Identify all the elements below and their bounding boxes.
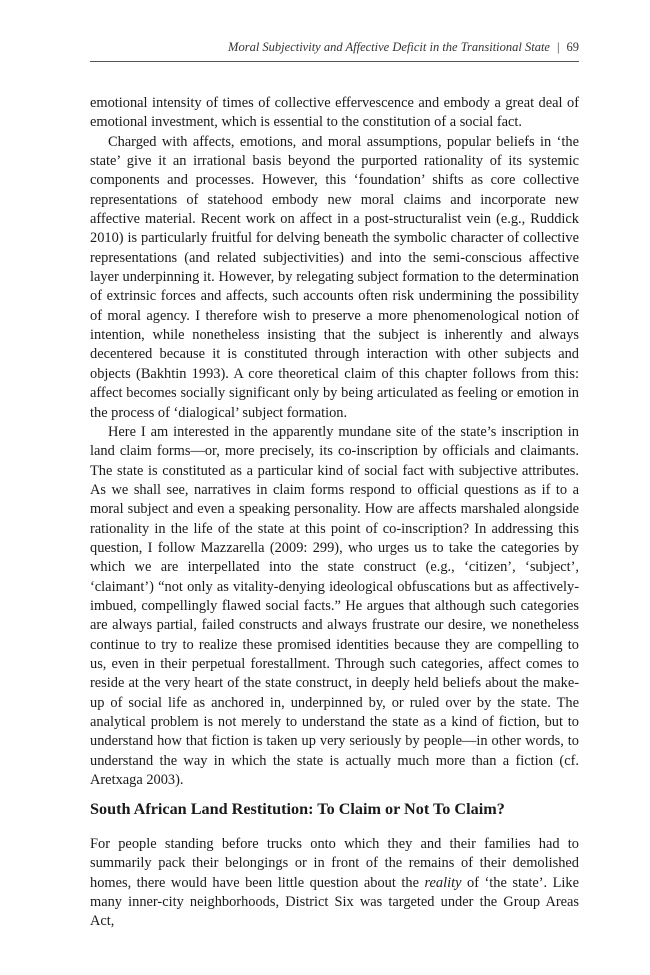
paragraph-continued: emotional intensity of times of collective effervescence and embody a great deal of emotional investment, which is essential to the constitution of a social fact. [90, 95, 579, 131]
section-text [90, 835, 579, 932]
section-text-before: For people standing before trucks onto which they and their families had to summarily pack their belongings or in front of the remains of their demolished homes, there would have been little question about the [90, 836, 579, 891]
header-rule [90, 61, 579, 62]
section-text-after: of ‘the state’. Like many inner-city neighborhoods, District Six was targeted under the Group Areas Act, [90, 874, 580, 930]
running-head [90, 40, 579, 55]
section-heading: South African Land Restitution: To Claim or Not To Claim? [90, 800, 505, 818]
paragraph: Here I am interested in the apparently mundane site of the state’s inscription in land claim forms—or, more precisely, its co-inscription by officials and claimants. The state is constituted as a particular kind of social fact with subjective attributes. As we shall see, narratives in claim forms respond to official questions as if to a moral subject and even a speaking personality. How are affects marshaled alongside rationality in the life of the state at this point of co-inscription? In addressing this question, I follow Mazzarella (2009: 299), who urges us to take the categories by which we are interpellated into the state construct (e.g., ‘citizen’, ‘subject’, ‘claimant’) “not only as vitality-denying ideological obfuscations but as affectively-imbued, compellingly flawed social facts.” He argues that although such categories are always partial, failed constructs and always frustrate our desire, we nonetheless continue to try to realize these promised identities because they are compelling to us, even in their perpetual forestallment. Through such categories, affect comes to reside at the very heart of the state construct, in deeply held beliefs about the make-up of social life as anchored in, underpinned by, or ruled over by the state. The analytical problem is not merely to understand the state as a kind of fiction, but to understand how that fiction is taken up very seriously by people—in other words, to understand the way in which the state is actually much more than a fiction (cf. Aretxaga 2003). [90, 423, 579, 789]
paragraph: Charged with affects, emotions, and moral assumptions, popular beliefs in ‘the state’ give it an irrational basis beyond the purported rationality of its systemic components and processes. However, this ‘foundation’ shifts as core collective representations of statehood embody new moral claims and incorporate new affective material. Recent work on affect in a post-structuralist vein (e.g., Ruddick 2010) is particularly fruitful for delving beneath the symbolic character of collective representations (and related subjectivities) and into the semi-conscious affective layer underpinning it. However, by relegating subject formation to the determination of extrinsic forces and affects, such accounts often risk undermining the possibility of moral agency. I therefore wish to preserve a more phenomenological notion of intention, while nonetheless insisting that the subject is inherently and always decentered because it is constituted through interaction with other subjects and objects (Bakhtin 1993). A core theoretical claim of this chapter follows from this: affect becomes socially significant only by being articulated as feeling or emotion in the process of ‘dialogical’ subject formation. [90, 133, 579, 421]
page-number: 69 [566, 40, 579, 54]
header-separator: | [556, 40, 560, 54]
section-paragraph [90, 835, 579, 932]
emphasis-reality: reality [424, 874, 462, 891]
body-text [90, 94, 579, 790]
running-title: Moral Subjectivity and Affective Deficit in the Transitional State [228, 40, 550, 54]
